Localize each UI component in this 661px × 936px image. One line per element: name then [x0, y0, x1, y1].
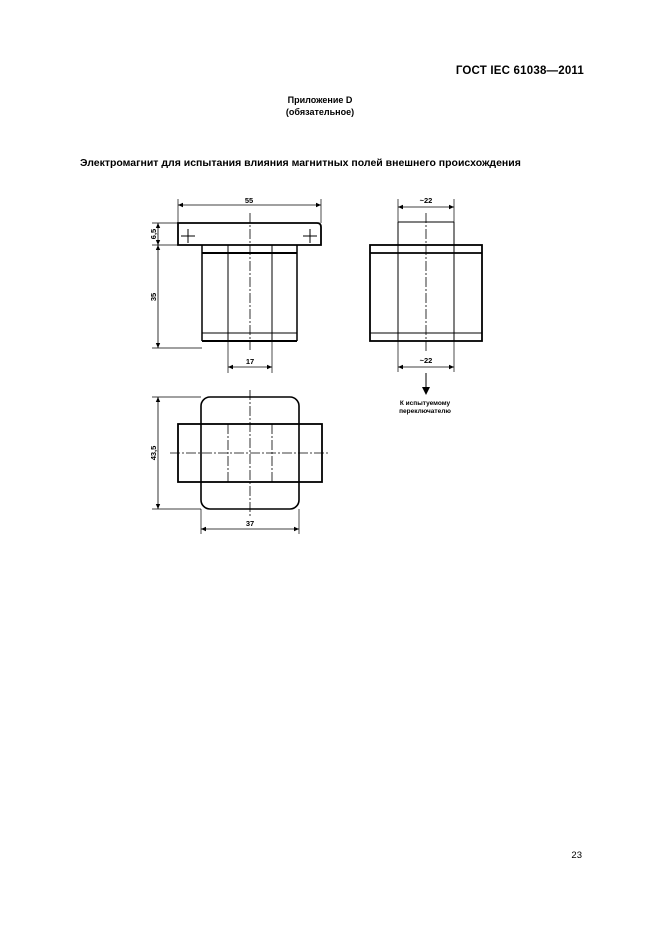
dim-top-width: 55 — [244, 196, 254, 205]
front-view — [152, 199, 321, 373]
plan-view — [152, 390, 330, 534]
annex-title: Приложение D — [287, 95, 353, 105]
dim-core-width: 17 — [245, 357, 255, 366]
annex-status: (обязательное) — [285, 107, 355, 117]
dim-side-top: ~22 — [419, 196, 433, 205]
note-line-2: переключателю — [399, 408, 451, 415]
dim-body-height: 35 — [149, 292, 158, 302]
side-view — [370, 199, 482, 395]
dim-plan-width: 37 — [245, 519, 255, 528]
dim-side-bottom: ~22 — [419, 356, 433, 365]
dim-flange-height: 6,5 — [149, 228, 158, 240]
page-number: 23 — [571, 850, 582, 861]
note-line-1: К испытуемому — [399, 400, 451, 407]
figure-title: Электромагнит для испытания влияния магнитных полей внешнего происхождения — [80, 157, 521, 169]
standard-header: ГОСТ IEC 61038—2011 — [455, 65, 584, 77]
dim-plan-height: 43,5 — [149, 445, 158, 461]
